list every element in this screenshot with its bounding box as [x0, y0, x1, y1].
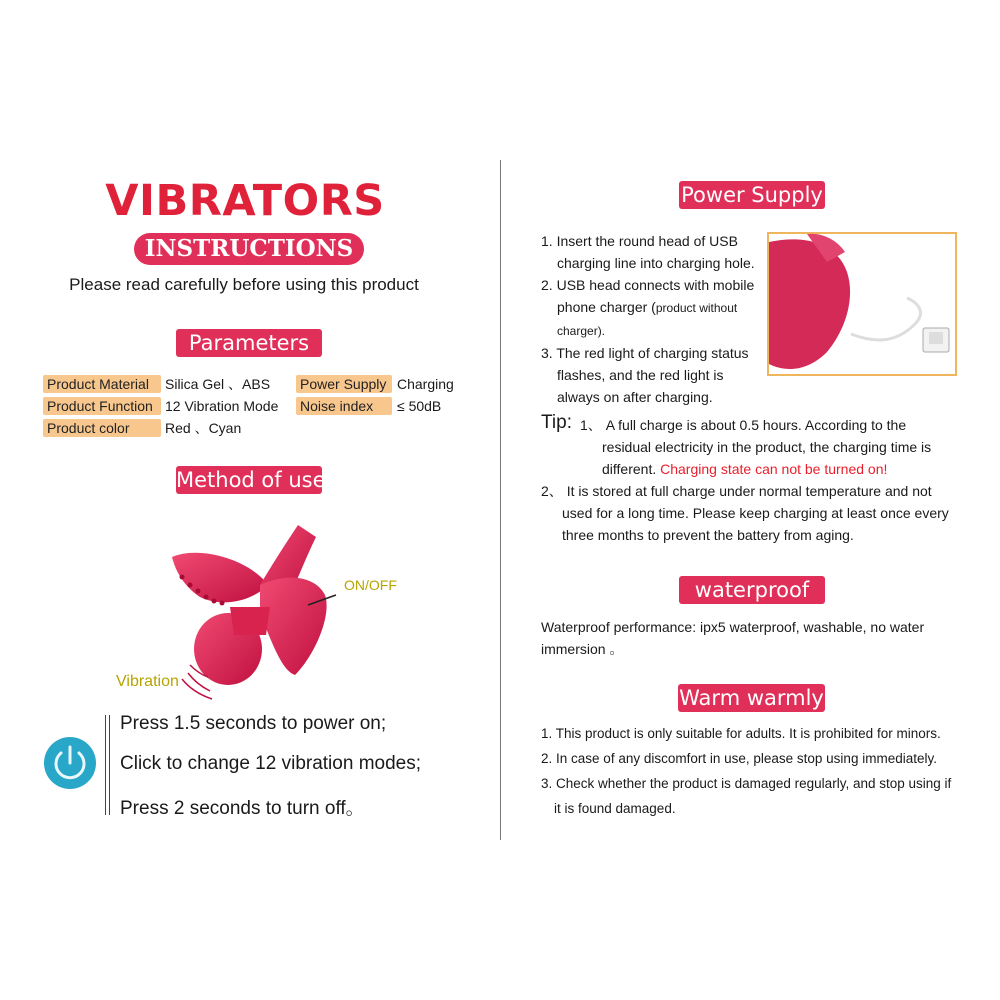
method-heading: Method of use [176, 468, 326, 492]
page-title: VIBRATORS [105, 176, 385, 226]
step-3: Press 2 seconds to turn off。 [120, 798, 365, 819]
param-value-power: Charging [397, 376, 454, 392]
page-subtitle: INSTRUCTIONS [134, 233, 364, 265]
list-item: 1. This product is only suitable for adults. It is prohibited for minors. [541, 726, 941, 741]
waterproof-heading: waterproof [679, 576, 825, 604]
steps-divider-2 [109, 715, 110, 815]
param-label-material: Product Material [43, 375, 161, 393]
list-item: 2. USB head connects with mobile phone charger (product without charger). [541, 277, 755, 338]
steps-divider-1 [105, 715, 106, 815]
tip-2: 2、 It is stored at full charge under normal temperature and not used for a long time. Please keep charging at least once every three months to prevent the battery from aging. [541, 483, 949, 543]
onoff-label: ON/OFF [344, 577, 397, 593]
waterproof-text: Waterproof performance: ipx5 waterproof, washable, no water immersion 。 [541, 619, 925, 657]
vibration-label: Vibration [116, 673, 179, 690]
param-value-function: 12 Vibration Mode [165, 398, 279, 414]
parameters-heading: Parameters [176, 329, 322, 357]
power-supply-list [541, 230, 766, 408]
tip-1: 1、 A full charge is about 0.5 hours. According to the residual electricity in the product, the charging time is different. Charging state can not be turned on! [580, 417, 932, 477]
step-2: Click to change 12 vibration modes; [120, 753, 421, 774]
param-label-noise: Noise index [296, 397, 392, 415]
warm-warmly-list [541, 721, 981, 821]
power-supply-heading: Power Supply [679, 181, 825, 209]
list-item: 2. In case of any discomfort in use, please stop using immediately. [541, 751, 937, 766]
param-label-color: Product color [43, 419, 161, 437]
power-button-icon [42, 735, 98, 791]
intro-text: Please read carefully before using this product [69, 275, 419, 294]
param-value-color: Red 、Cyan [165, 420, 242, 436]
list-item: 3. Check whether the product is damaged regularly, and stop using if it is found damaged. [541, 776, 952, 816]
param-value-noise: ≤ 50dB [397, 398, 442, 414]
step-1: Press 1.5 seconds to power on; [120, 713, 387, 734]
charging-warning: Charging state can not be turned on! [660, 461, 888, 477]
param-label-function: Product Function [43, 397, 161, 415]
charging-photo [767, 232, 957, 376]
list-item: 1. Insert the round head of USB charging line into charging hole. [541, 233, 755, 271]
tip-label: Tip: [541, 412, 572, 433]
column-divider [500, 160, 501, 840]
list-item: 3. The red light of charging status flashes, and the red light is always on after charging. [541, 345, 749, 405]
param-value-material: Silica Gel 、ABS [165, 376, 271, 392]
warm-warmly-heading: Warm warmly [679, 686, 824, 710]
param-label-power: Power Supply [296, 375, 392, 393]
